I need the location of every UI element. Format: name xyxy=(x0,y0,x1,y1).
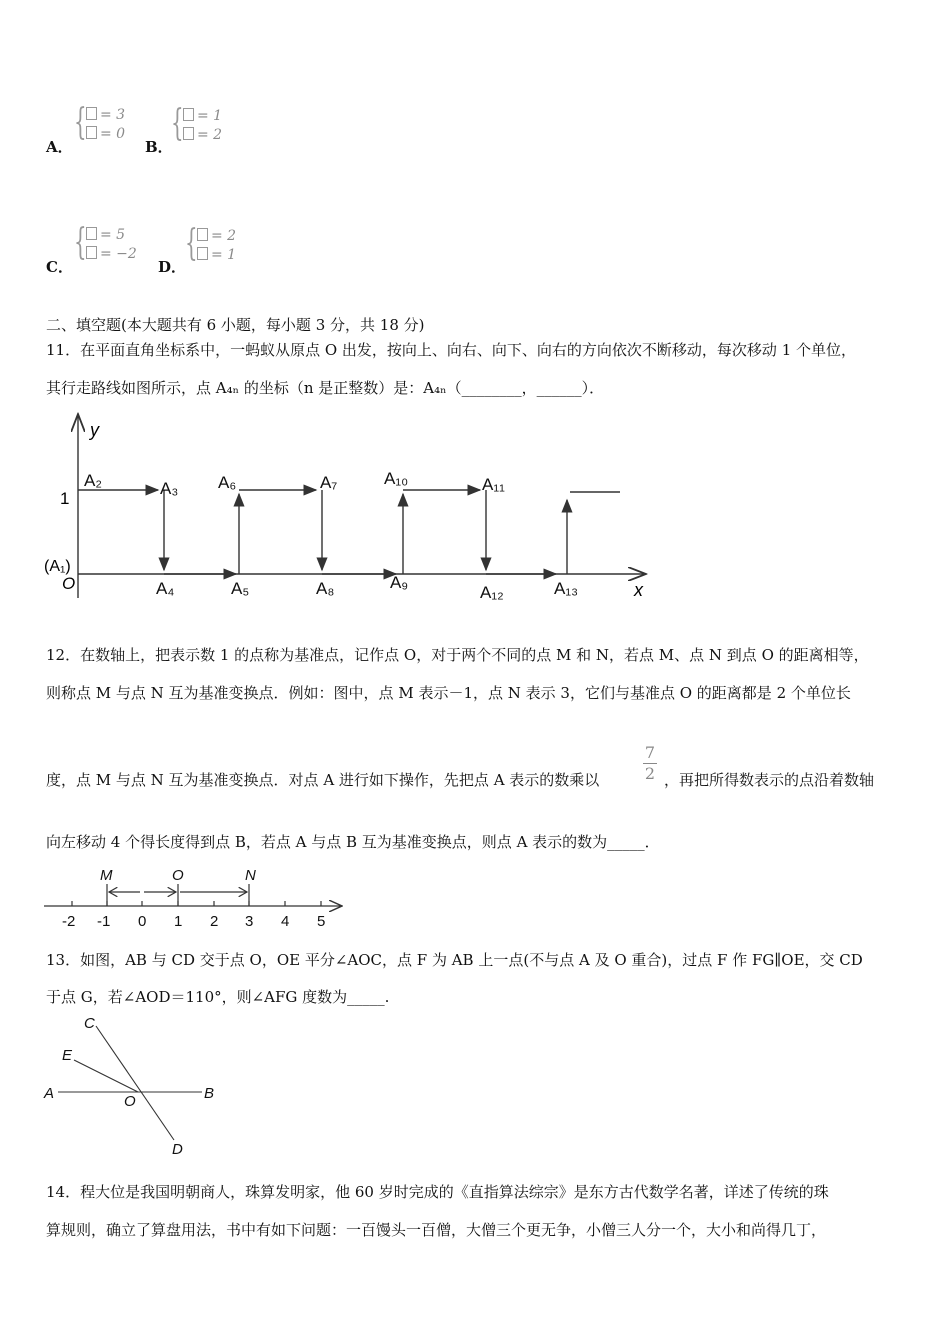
point-label-a5: A₅ xyxy=(231,579,250,598)
point-label-a13: A₁₃ xyxy=(554,579,578,598)
point-label-a12: A₁₂ xyxy=(480,583,504,602)
q11-line1: 11．在平面直角坐标系中，一蚂蚁从原点 O 出发，按向上、向右、向下、向右的方向依次不断移动，每次移动 1 个单位， xyxy=(46,341,857,359)
q14-line2: 算规则，确立了算盘用法，书中有如下问题：一百馒头一百僧，大僧三个更无争，小僧三人分一个，大小和尚得几丁， xyxy=(46,1221,827,1239)
ray-oe xyxy=(74,1060,138,1092)
option-d-letter: D． xyxy=(158,258,187,276)
option-a-system xyxy=(74,102,144,146)
placeholder-box-icon xyxy=(86,227,97,240)
q12-line2: 则称点 M 与点 N 互为基准变换点．例如：图中，点 M 表示－1，点 N 表示 3，它们与基准点 O 的距离都是 2 个单位长 xyxy=(46,684,851,702)
label-n: N xyxy=(245,867,256,884)
tick-label: 3 xyxy=(245,913,254,930)
placeholder-box-icon xyxy=(86,246,97,259)
tick-label: 0 xyxy=(138,913,147,930)
point-label-a6: A₆ xyxy=(218,473,237,492)
point-label-a7: A₇ xyxy=(320,473,338,492)
placeholder-box-icon xyxy=(183,127,194,140)
tick-label: -2 xyxy=(62,913,76,930)
line-cd xyxy=(96,1026,174,1140)
label-o: O xyxy=(172,867,184,884)
tick-label: -1 xyxy=(97,913,111,930)
a1-label: (A₁) xyxy=(44,558,71,575)
tick-label: 2 xyxy=(210,913,219,930)
label-e: E xyxy=(62,1047,73,1064)
option-d-system xyxy=(185,223,255,267)
point-label-a9: A₉ xyxy=(390,573,409,592)
option-b-system xyxy=(171,103,241,147)
q11-line2: 其行走路线如图所示，点 A₄ₙ 的坐标（n 是正整数）是：A₄ₙ（________，______）． xyxy=(46,379,605,397)
y-axis-label: y xyxy=(90,420,99,440)
x-axis-label: x xyxy=(634,580,643,600)
brace-icon: { xyxy=(74,102,87,143)
fraction-numerator: 7 xyxy=(644,743,656,762)
brace-icon: { xyxy=(74,222,87,263)
placeholder-box-icon xyxy=(86,107,97,120)
point-label-a8: A₈ xyxy=(316,579,335,598)
q12-line3b: ，再把所得数表示的点沿着数轴 xyxy=(664,771,875,789)
q13-line2: 于点 G，若∠AOD＝110°，则∠AFG 度数为_____. xyxy=(46,988,390,1006)
label-m: M xyxy=(100,867,113,884)
q12-number-line xyxy=(40,862,350,932)
equation-line: = 2 xyxy=(211,228,237,244)
label-a: A xyxy=(44,1085,55,1102)
brace-icon: { xyxy=(185,223,198,264)
label-c: C xyxy=(84,1015,95,1032)
brace-icon: { xyxy=(171,103,184,144)
label-o: O xyxy=(124,1093,136,1110)
equation-line: = 5 xyxy=(100,227,126,243)
origin-label: O xyxy=(62,574,76,593)
q11-figure xyxy=(40,408,660,608)
point-label-a4: A₄ xyxy=(156,579,175,598)
q12-line1: 12．在数轴上，把表示数 1 的点称为基准点，记作点 O，对于两个不同的点 M 和 N，若点 M、点 N 到点 O 的距离相等， xyxy=(46,646,869,664)
equation-line: = 1 xyxy=(197,108,223,124)
q13-line1: 13．如图，AB 与 CD 交于点 O，OE 平分∠AOC，点 F 为 AB 上一点(不与点 A 及 O 重合)，过点 F 作 FG∥OE，交 CD xyxy=(46,951,863,969)
equation-line: = −2 xyxy=(100,246,137,262)
fraction-seven-halves xyxy=(638,744,662,783)
option-a-letter: A． xyxy=(46,138,73,156)
point-label-a2: A₂ xyxy=(84,471,102,490)
q12-line4: 向左移动 4 个得长度得到点 B，若点 A 与点 B 互为基准变换点，则点 A 表示的数为_____． xyxy=(46,833,660,851)
option-c-letter: C． xyxy=(46,258,73,276)
option-c-system xyxy=(74,222,154,266)
placeholder-box-icon xyxy=(183,108,194,121)
equation-line: = 3 xyxy=(100,107,126,123)
option-b-letter: B． xyxy=(145,138,173,156)
section-title: 二、填空题(本大题共有 6 小题，每小题 3 分，共 18 分) xyxy=(46,316,425,334)
q12-line3a: 度，点 M 与点 N 互为基准变换点．对点 A 进行如下操作，先把点 A 表示的数乘以 xyxy=(46,771,600,789)
placeholder-box-icon xyxy=(197,228,208,241)
placeholder-box-icon xyxy=(86,126,97,139)
tick-label-1: 1 xyxy=(60,489,70,508)
equation-line: = 0 xyxy=(100,126,126,142)
tick-label: 5 xyxy=(317,913,326,930)
fraction-denominator: 2 xyxy=(644,764,656,783)
point-label-a10: A₁₀ xyxy=(384,469,409,488)
label-d: D xyxy=(172,1141,183,1158)
q14-line1: 14．程大位是我国明朝商人，珠算发明家，他 60 岁时完成的《直指算法综宗》是东方古代数学名著，详述了传统的珠 xyxy=(46,1183,829,1201)
equation-line: = 1 xyxy=(211,247,237,263)
point-label-a3: A₃ xyxy=(160,479,179,498)
equation-line: = 2 xyxy=(197,127,223,143)
tick-label: 1 xyxy=(174,913,183,930)
placeholder-box-icon xyxy=(197,247,208,260)
tick-label: 4 xyxy=(281,913,290,930)
q13-figure xyxy=(40,1012,240,1162)
label-b: B xyxy=(204,1085,215,1102)
point-label-a11: A₁₁ xyxy=(482,475,505,494)
